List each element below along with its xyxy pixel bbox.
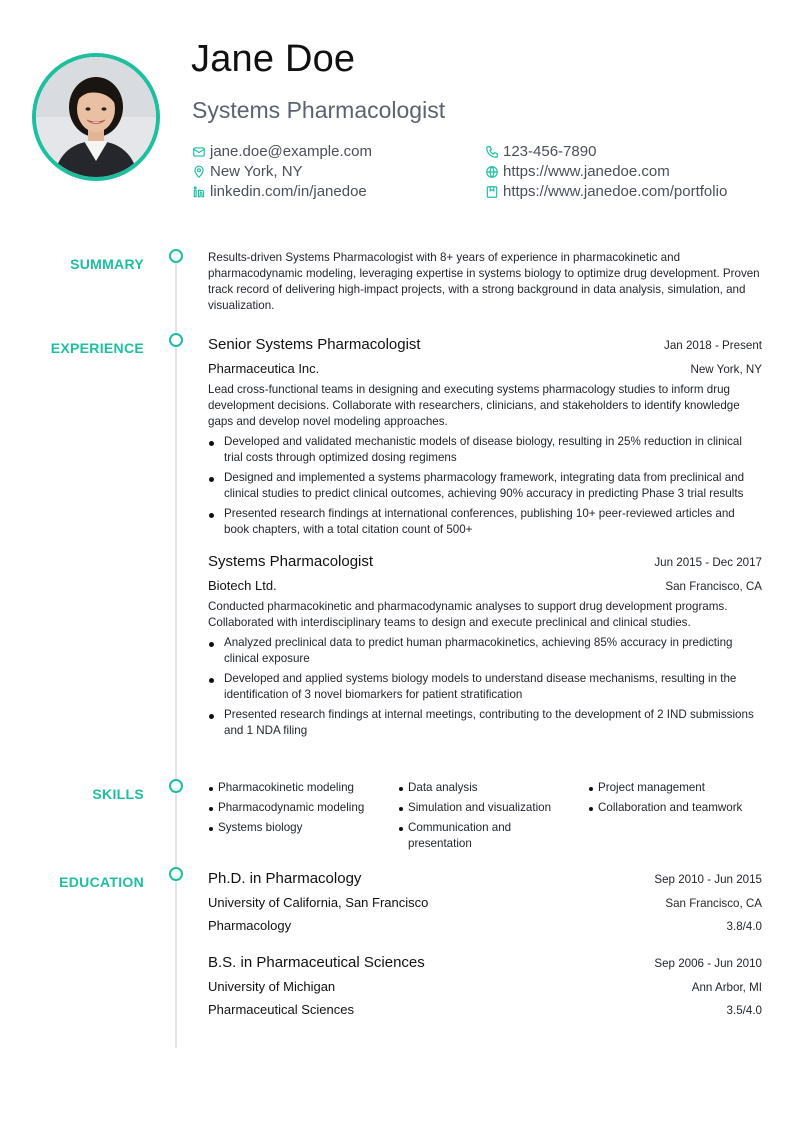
education-gpa: 3.5/4.0 <box>726 1004 762 1017</box>
education-school: University of California, San Francisco <box>208 895 429 910</box>
contact-portfolio[interactable] <box>485 182 727 202</box>
timeline-node-skills <box>169 779 183 793</box>
job-title: Systems Pharmacologist <box>208 553 374 570</box>
job-company: Biotech Ltd. <box>208 578 277 593</box>
list-item: Presented research findings at international conferences, publishing 10+ peer-reviewed articles and book chapters, with a total citation count of 500+ <box>208 506 762 538</box>
contact-phone[interactable] <box>485 142 596 162</box>
skill-item: Communication and presentation <box>398 820 528 852</box>
job-entry <box>208 335 762 538</box>
experience-section <box>208 335 762 743</box>
education-field: Pharmacology <box>208 918 292 933</box>
section-label-experience: EXPERIENCE <box>50 340 144 356</box>
avatar-portrait-icon <box>36 57 156 177</box>
education-gpa: 3.8/4.0 <box>726 920 762 933</box>
phone-icon <box>485 145 499 159</box>
list-item: Developed and applied systems biology models to understand disease mechanisms, resulting in the identification of 3 novel biomarkers for patient stratification <box>208 671 762 703</box>
education-location: San Francisco, CA <box>665 897 762 910</box>
candidate-name: Jane Doe <box>191 38 356 80</box>
contact-linkedin-text: linkedin.com/in/janedoe <box>210 183 367 200</box>
envelope-icon <box>192 145 206 159</box>
job-date: Jun 2015 - Dec 2017 <box>654 556 762 569</box>
summary-section <box>208 250 762 314</box>
contact-email-text: jane.doe@example.com <box>210 143 372 160</box>
section-label-education: EDUCATION <box>59 874 144 890</box>
education-date: Sep 2010 - Jun 2015 <box>654 873 762 886</box>
education-entry <box>208 953 762 1019</box>
contact-website[interactable] <box>485 162 670 182</box>
education-degree: Ph.D. in Pharmacology <box>208 870 362 887</box>
skill-item: Simulation and visualization <box>398 800 588 816</box>
linkedin-icon <box>192 185 206 199</box>
job-description: Lead cross-functional teams in designing and executing systems pharmacology studies to inform drug development decisions. Collaborate with researchers, clinicians, and stakeholders to identify knowledge gaps and develop novel modeling approaches. <box>208 383 740 428</box>
job-entry <box>208 552 762 739</box>
education-section <box>208 869 762 1019</box>
list-item: Developed and validated mechanistic models of disease biology, resulting in 25% reduction in clinical trial costs through optimized dosing regimens <box>208 434 762 466</box>
skill-item: Collaboration and teamwork <box>588 800 762 816</box>
job-bullets <box>208 434 762 538</box>
contact-linkedin[interactable] <box>192 182 367 202</box>
job-title-headline: Systems Pharmacologist <box>192 97 446 123</box>
section-label-summary: SUMMARY <box>70 256 144 272</box>
job-bullets <box>208 635 762 739</box>
skills-section <box>208 780 762 852</box>
education-school: University of Michigan <box>208 979 336 994</box>
timeline-node-education <box>169 867 183 881</box>
list-item: Analyzed preclinical data to predict human pharmacokinetics, achieving 85% accuracy in predicting clinical exposure <box>208 635 762 667</box>
map-pin-icon <box>192 165 206 179</box>
contact-website-text: https://www.janedoe.com <box>503 163 670 180</box>
education-date: Sep 2006 - Jun 2010 <box>654 957 762 970</box>
section-label-skills: SKILLS <box>92 786 144 802</box>
globe-icon <box>485 165 499 179</box>
skill-item: Pharmacokinetic modeling <box>208 780 398 796</box>
contact-location <box>192 162 303 182</box>
skill-item: Project management <box>588 780 762 796</box>
job-date: Jan 2018 - Present <box>664 339 762 352</box>
skill-item: Systems biology <box>208 820 398 852</box>
contact-location-text: New York, NY <box>210 163 303 180</box>
list-item: Designed and implemented a systems pharmacology framework, integrating data from preclinical and clinical studies to predict clinical outcomes, achieving 90% accuracy in predicting Phase 3 trial results <box>208 470 762 502</box>
timeline-node-summary <box>169 249 183 263</box>
timeline-node-experience <box>169 333 183 347</box>
job-location: New York, NY <box>690 363 762 376</box>
list-item: Presented research findings at internal meetings, contributing to the development of 2 IND submissions and 1 NDA filing <box>208 707 762 739</box>
job-title: Senior Systems Pharmacologist <box>208 336 421 353</box>
education-field: Pharmaceutical Sciences <box>208 1002 354 1017</box>
avatar <box>32 53 160 181</box>
job-description: Conducted pharmacokinetic and pharmacodynamic analyses to support drug development programs. Collaborated with interdisciplinary teams to design and execute preclinical and clinical studies. <box>208 600 728 629</box>
contact-phone-text: 123-456-7890 <box>503 143 597 160</box>
education-location: Ann Arbor, MI <box>691 981 762 994</box>
contact-portfolio-text: https://www.janedoe.com/portfolio <box>503 183 728 200</box>
education-degree: B.S. in Pharmaceutical Sciences <box>208 954 425 971</box>
skills-list <box>208 780 762 852</box>
education-entry <box>208 869 762 935</box>
summary-text: Results-driven Systems Pharmacologist with 8+ years of experience in pharmacokinetic and pharmacodynamic modeling, leveraging expertise in systems biology to optimize drug development. Proven track record of delivering high-impact projects, with a strong background in data analysis, simulation, and visualization. <box>208 251 760 312</box>
job-location: San Francisco, CA <box>665 580 762 593</box>
timeline-line <box>175 262 177 1048</box>
skill-item: Data analysis <box>398 780 588 796</box>
portfolio-icon <box>485 185 499 199</box>
skill-item: Pharmacodynamic modeling <box>208 800 398 816</box>
contact-email[interactable] <box>192 142 372 162</box>
job-company: Pharmaceutica Inc. <box>208 361 320 376</box>
